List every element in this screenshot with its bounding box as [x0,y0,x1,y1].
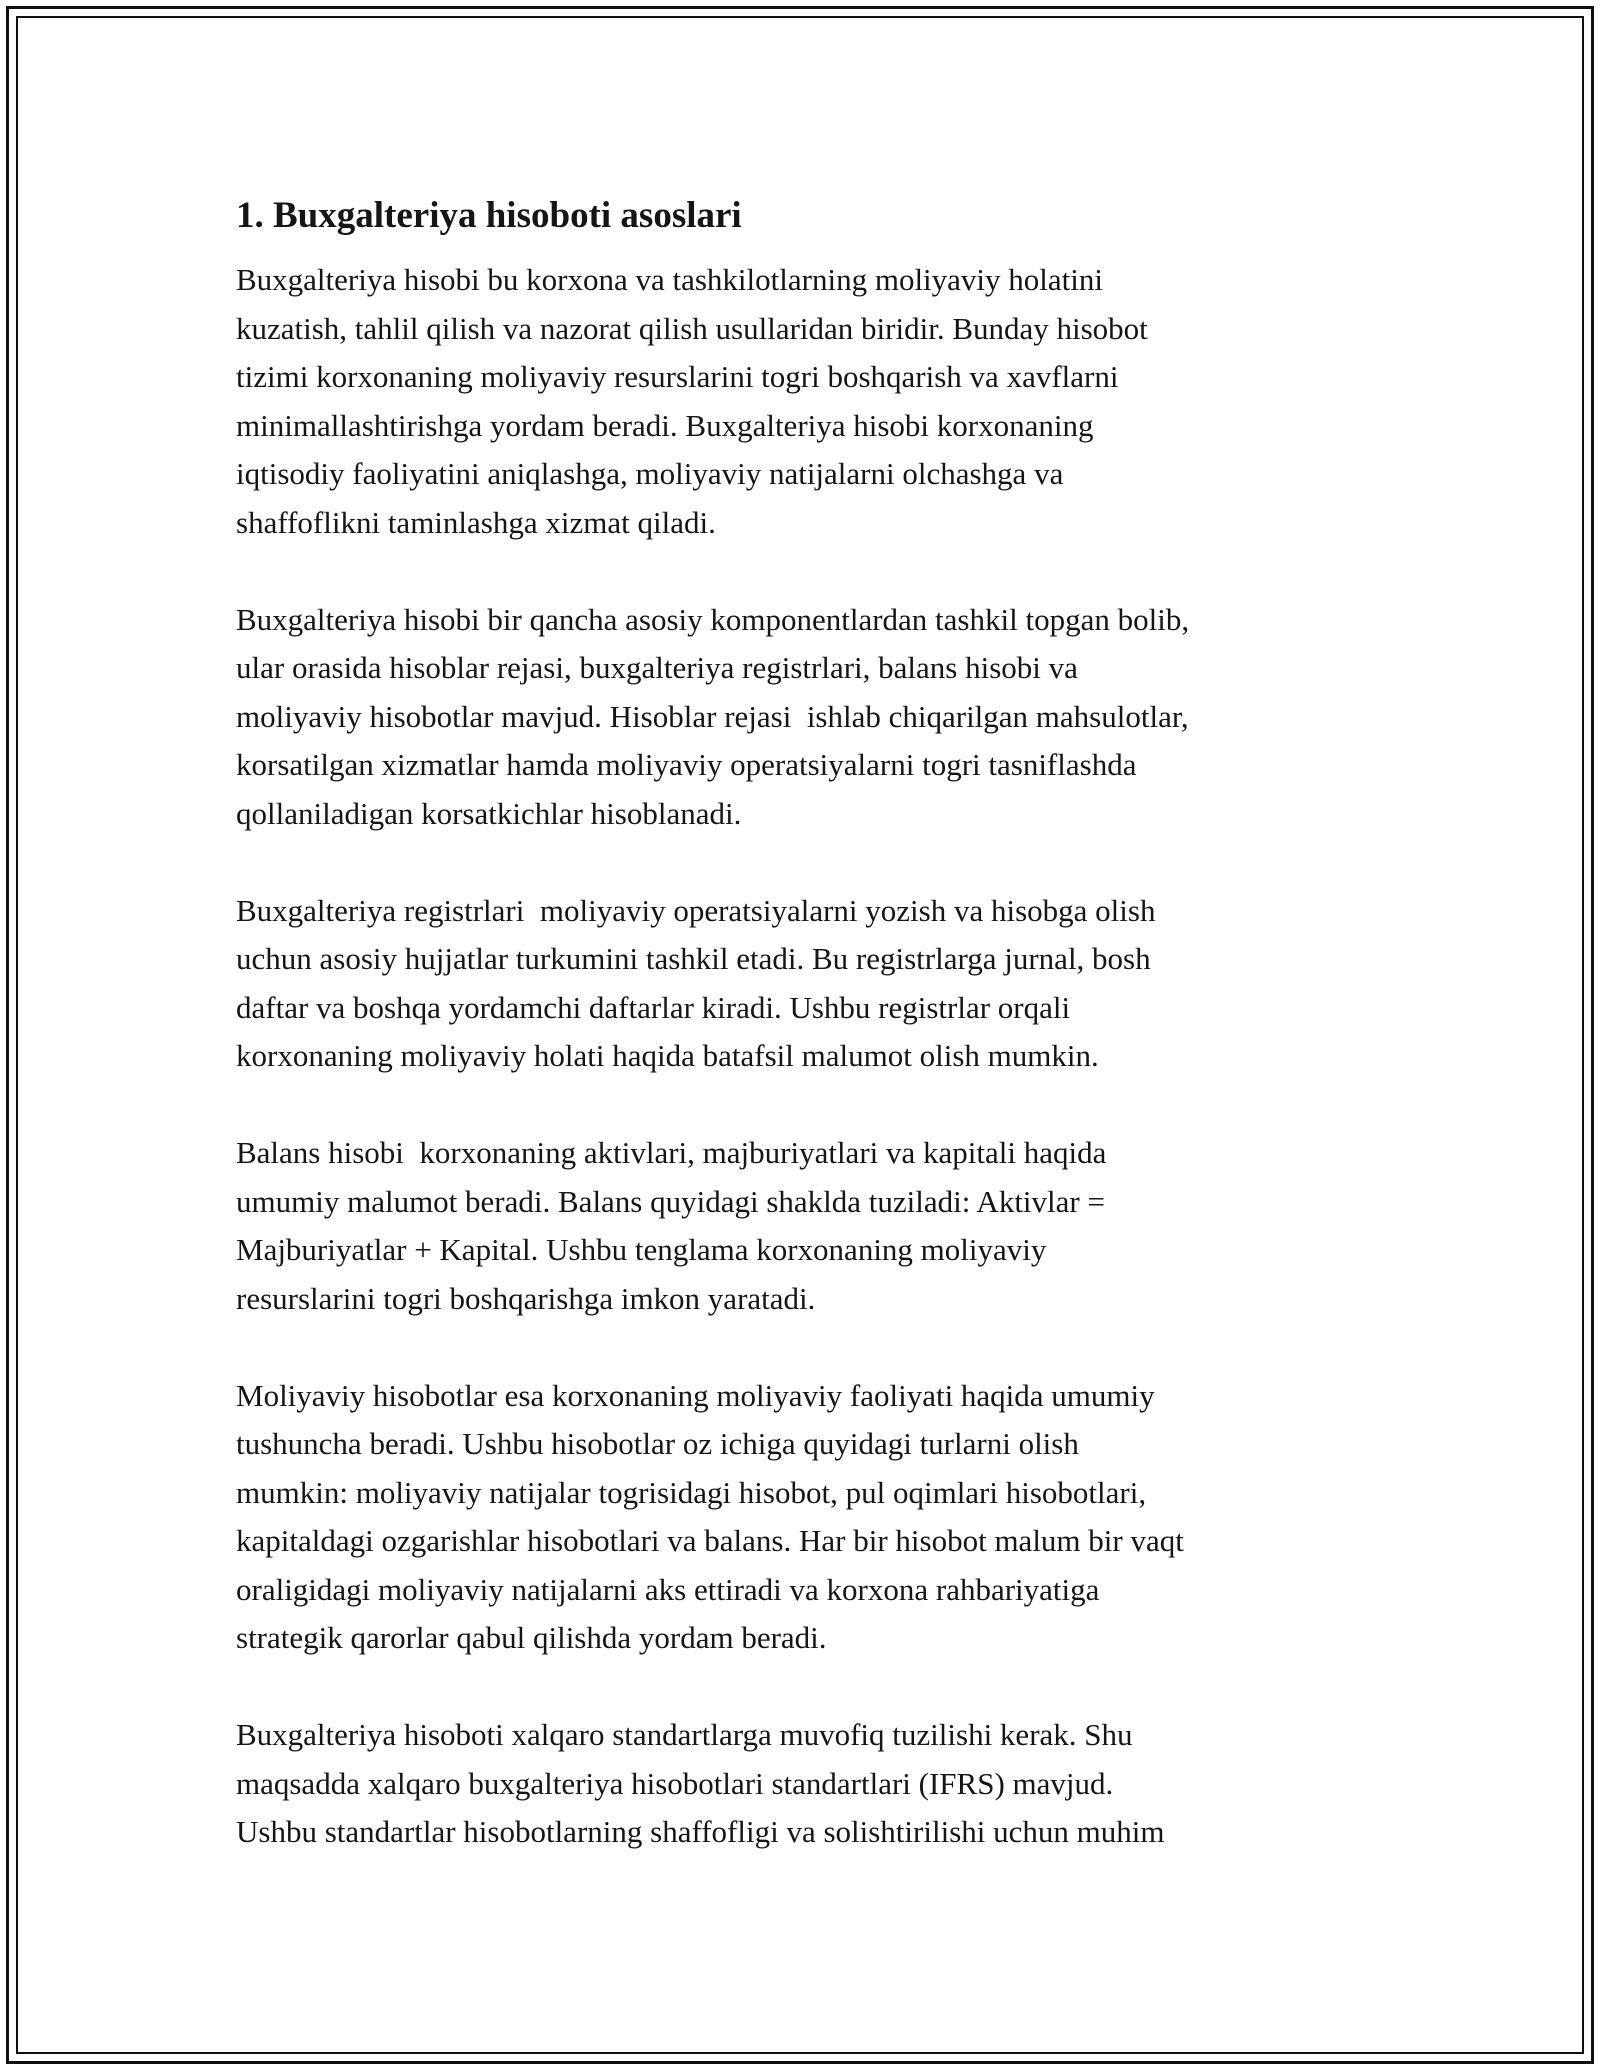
paragraph-line: Buxgalteriya hisobi bir qancha asosiy komponentlardan tashkil topgan bolib, [236,601,1190,637]
paragraph-financial-statements [236,1372,1386,1663]
document-body [236,186,1386,1905]
paragraph-line: resurslarini togri boshqarishga imkon yaratadi. [236,1280,816,1316]
paragraph-line: maqsadda xalqaro buxgalteriya hisobotlari standartlari (IFRS) mavjud. [236,1765,1114,1801]
paragraph-line: Buxgalteriya hisobi bu korxona va tashkilotlarning moliyaviy holatini [236,262,1104,297]
paragraph-line: strategik qarorlar qabul qilishda yordam beradi. [236,1620,827,1655]
paragraph-line: Majburiyatlar + Kapital. Ushbu tenglama korxonaning moliyaviy [236,1232,1047,1267]
paragraph-line: mumkin: moliyaviy natijalar togrisidagi hisobot, pul oqimlari hisobotlari, [236,1474,1147,1510]
paragraph-line: qollaniladigan korsatkichlar hisoblanadi. [236,795,742,831]
paragraph-balance-sheet [236,1129,1386,1323]
paragraph-line: ular orasida hisoblar rejasi, buxgalteriya registrlari, balans hisobi va [236,650,1078,685]
paragraph-line: Balans hisobi korxonaning aktivlari, majburiyatlari va kapitali haqida [236,1135,1107,1170]
paragraph-line: iqtisodiy faoliyatini aniqlashga, moliyaviy natijalarni olchashga va [236,456,1064,491]
paragraph-line: daftar va boshqa yordamchi daftarlar kiradi. Ushbu registrlar orqali [236,989,1071,1025]
paragraph-line: shaffoflikni taminlashga xizmat qiladi. [236,504,716,540]
paragraph-line: umumiy malumot beradi. Balans quyidagi shaklda tuziladi: Aktivlar = [236,1183,1105,1219]
paragraph-line: Ushbu standartlar hisobotlarning shaffofligi va solishtirilishi uchun muhim [236,1814,1165,1849]
paragraph-line: korxonaning moliyaviy holati haqida batafsil malumot olish mumkin. [236,1038,1099,1073]
paragraph-line: korsatilgan xizmatlar hamda moliyaviy operatsiyalarni togri tasniflashda [236,747,1137,782]
paragraph-line: Moliyaviy hisobotlar esa korxonaning moliyaviy faoliyati haqida umumiy [236,1377,1155,1413]
paragraph-line: Buxgalteriya registrlari moliyaviy operatsiyalarni yozish va hisobga olish [236,892,1156,928]
paragraph-components [236,596,1386,839]
paragraph-line: moliyaviy hisobotlar mavjud. Hisoblar rejasi ishlab chiqarilgan mahsulotlar, [236,698,1189,734]
paragraph-line: oraligidagi moliyaviy natijalarni aks ettiradi va korxona rahbariyatiga [236,1571,1100,1607]
paragraph-registers [236,887,1386,1081]
paragraph-line: tushuncha beradi. Ushbu hisobotlar oz ichiga quyidagi turlarni olish [236,1426,1079,1461]
document-heading: 1. Buxgalteriya hisoboti asoslari [236,195,742,236]
paragraph-line: minimallashtirishga yordam beradi. Buxgalteriya hisobi korxonaning [236,407,1094,443]
paragraph-line: tizimi korxonaning moliyaviy resurslarini togri boshqarish va xavflarni [236,359,1119,394]
paragraph-accounting-definition [236,256,1386,547]
paragraph-line: kuzatish, tahlil qilish va nazorat qilish usullaridan biridir. Bunday hisobot [236,310,1148,346]
paragraph-line: uchun asosiy hujjatlar turkumini tashkil etadi. Bu registrlarga jurnal, bosh [236,941,1151,976]
paragraph-line: Buxgalteriya hisoboti xalqaro standartlarga muvofiq tuzilishi kerak. Shu [236,1717,1133,1752]
paragraph-international-standards [236,1711,1386,1857]
paragraph-line: kapitaldagi ozgarishlar hisobotlari va balans. Har bir hisobot malum bir vaqt [236,1523,1184,1558]
